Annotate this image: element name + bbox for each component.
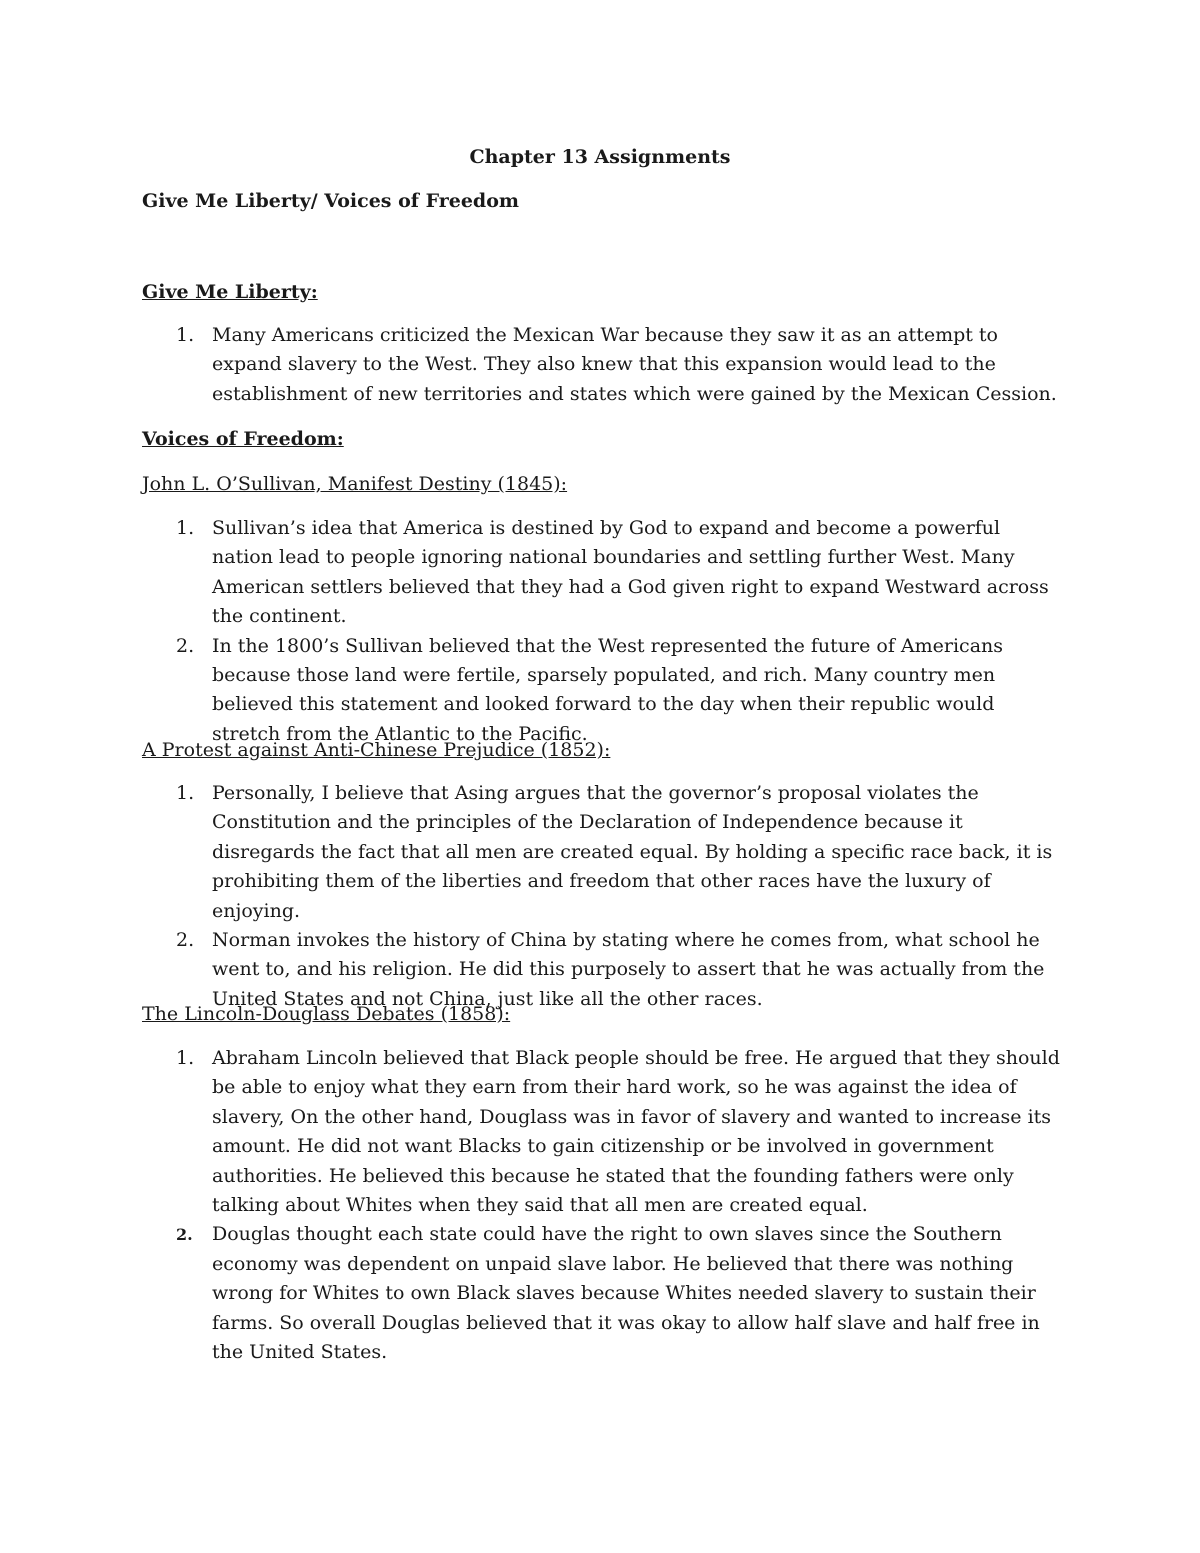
list-item-number: 1.	[176, 1047, 195, 1069]
list-item-text: Douglas thought each state could have the right to own slaves since the Southern economy was dependent on unpaid slave labor. He believed that there was nothing wrong for Whites to own Black slaves because Whites needed slavery to sustain their farms. So overall Douglas believed that it was okay to allow half slave and half free in the United States.	[212, 1223, 1040, 1364]
section-heading-give-me-liberty: Give Me Liberty:	[142, 281, 318, 303]
document-title: Chapter 13 Assignments	[469, 146, 731, 168]
list-item-number: 1.	[176, 782, 195, 804]
list-item-text: Norman invokes the history of China by stating where he comes from, what school he went to, and his religion. He did this purposely to assert that he was actually from the United States and not China, just like all the other races.	[212, 929, 1045, 1010]
list-item-number: 2.	[176, 634, 195, 657]
document-subtitle: Give Me Liberty/ Voices of Freedom	[142, 190, 519, 212]
list-item-number: 2.	[176, 929, 195, 952]
list-item	[142, 1044, 1062, 1220]
lincoln-douglass-list	[142, 1044, 1062, 1367]
source-heading-lincoln-douglass-debates: The Lincoln-Douglass Debates (1858):	[142, 1003, 511, 1025]
list-item-text: Sullivan’s idea that America is destined by God to expand and become a powerful nation lead to people ignoring national boundaries and settling further West. Many American settlers believed that they had a God given right to expand Westward across the continent.	[212, 517, 1049, 628]
source-heading-manifest-destiny: John L. O’Sullivan, Manifest Destiny (1845):	[142, 473, 568, 495]
manifest-destiny-list	[142, 514, 1062, 749]
anti-chinese-prejudice-list	[142, 779, 1062, 1014]
list-item-number: 1.	[176, 517, 195, 539]
list-item-text: Abraham Lincoln believed that Black people should be free. He argued that they should be able to enjoy what they earn from their hard work, so he was against the idea of slavery, On the other hand, Douglass was in favor of slavery and wanted to increase its amount. He did not want Blacks to gain citizenship or be involved in government authorities. He believed this because he stated that the founding fathers were only talking about Whites when they said that all men are created equal.	[212, 1047, 1060, 1217]
list-item	[142, 779, 1062, 926]
list-item-text: In the 1800’s Sullivan believed that the West represented the future of Americans because those land were fertile, sparsely populated, and rich. Many country men believed this statement and looked forward to the day when their republic would stretch from the Atlantic to the Pacific.	[212, 634, 1004, 745]
list-item-number: 2.	[176, 1225, 193, 1245]
list-item-text: Many Americans criticized the Mexican War because they saw it as an attempt to expand slavery to the West. They also knew that this expansion would lead to the establishment of new territories and states which were gained by the Mexican Cession.	[212, 324, 1057, 405]
list-item-text: Personally, I believe that Asing argues that the governor’s proposal violates the Constitution and the principles of the Declaration of Independence because it disregards the fact that all men are created equal. By holding a specific race back, it is prohibiting them of the liberties and freedom that other races have the luxury of enjoying.	[212, 782, 1053, 922]
list-item	[142, 1220, 1062, 1367]
list-item	[142, 632, 1062, 750]
list-item-number: 1.	[176, 324, 195, 346]
source-heading-anti-chinese-prejudice: A Protest against Anti-Chinese Prejudice (1852):	[142, 739, 611, 761]
list-item	[142, 514, 1062, 632]
give-me-liberty-list	[142, 321, 1062, 409]
section-heading-voices-of-freedom: Voices of Freedom:	[142, 428, 344, 450]
list-item	[142, 321, 1062, 409]
